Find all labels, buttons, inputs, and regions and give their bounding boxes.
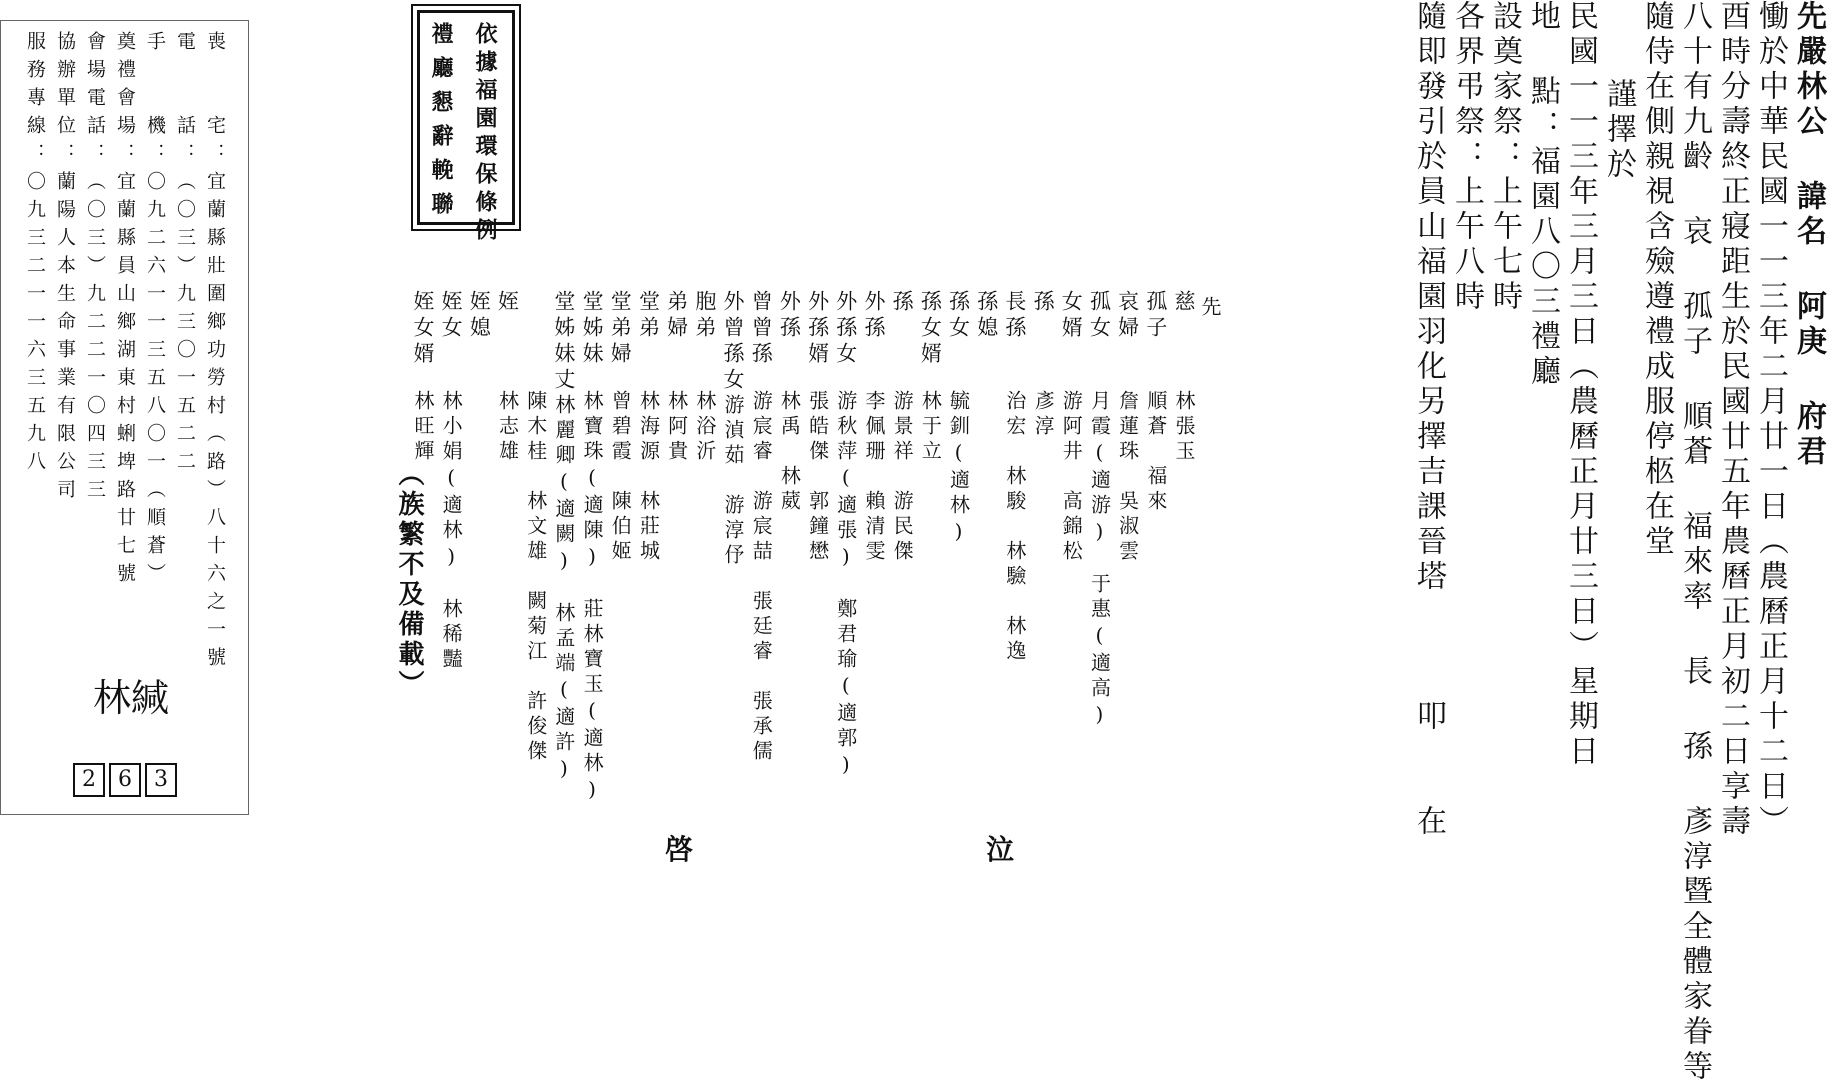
code-digit: 2 — [73, 763, 105, 797]
contact-phone: 電 話：（〇三）九三〇一五二二 — [174, 31, 196, 479]
family-column — [862, 290, 889, 810]
family-list — [395, 290, 1235, 810]
family-column — [975, 290, 1002, 810]
relation-label: 外孫 — [861, 290, 886, 342]
relative-names: 林旺輝 — [410, 390, 435, 465]
family-column — [608, 290, 635, 810]
family-column — [1003, 290, 1030, 810]
obit-title: 先嚴林公 諱名 阿庚 府君 — [1791, 0, 1826, 470]
family-column — [1115, 290, 1142, 810]
obit-public-rite: 各界弔祭：上午八時 — [1449, 0, 1484, 315]
notice-line-1: 依據福園環保條例 — [472, 22, 498, 246]
relative-names: 順蒼 福來 — [1143, 390, 1168, 515]
relation-label: 弟婦 — [664, 290, 689, 342]
relation-label: 長孫 — [1002, 290, 1027, 342]
contact-panel — [0, 20, 249, 815]
family-column — [580, 290, 607, 810]
notice-box — [411, 4, 521, 246]
relation-label: 堂弟 — [636, 290, 661, 342]
family-column — [495, 290, 522, 810]
relation-label: 外孫 — [777, 290, 802, 342]
contact-organizer: 協辦單位：蘭陽人本生命事業有限公司 — [54, 31, 76, 507]
notice-line-2: 禮廳懇辭輓聯 — [428, 22, 454, 226]
relative-names: 林海源 林莊城 — [636, 390, 661, 565]
obit-burial: 隨即發引於員山福園羽化另擇吉課晉塔 — [1411, 0, 1446, 595]
family-column — [749, 290, 776, 810]
family-column — [805, 290, 832, 810]
family-column — [721, 290, 748, 810]
family-column — [1144, 290, 1171, 810]
family-column — [664, 290, 691, 810]
code-digits — [73, 763, 177, 797]
obit-birth: 酉時分壽終正寢距生於民國廿五年農曆正月初二日享壽 — [1715, 0, 1750, 840]
relative-names: 毓釧(適林) — [946, 390, 971, 548]
relative-names: 林張玉 — [1172, 390, 1196, 465]
relative-names: 林于立 — [918, 390, 943, 465]
relative-names: 月霞(適游) 于惠(適高) — [1087, 390, 1112, 731]
obit-place: 地 點：福園八〇三禮廳 — [1525, 0, 1560, 390]
contact-hotline: 服務專線：〇九三二一一六三五九八 — [24, 31, 46, 479]
relative-names: 游秋萍(適張) 鄭君瑜(適郭) — [833, 390, 858, 781]
obit-age: 八十有九齡 哀 孤子 順蒼 福來率 長 孫 彥淳暨全體家眷等 — [1677, 0, 1712, 1085]
relation-label: 外孫婿 — [805, 290, 830, 368]
family-column — [834, 290, 861, 810]
relative-names: 彥淳 — [1031, 390, 1056, 440]
relation-label: 外曾孫女 — [721, 290, 745, 394]
family-column — [1059, 290, 1086, 810]
relative-names: 張皓傑 郭鐘懋 — [805, 390, 830, 565]
relation-label: 姪女婿 — [410, 290, 435, 368]
relation-label: 姪 — [495, 290, 520, 316]
family-column — [467, 290, 494, 810]
relative-names: 林禹 林葳 — [777, 390, 802, 515]
relation-label: 曾曾孫 — [749, 290, 774, 368]
relative-names: 游景祥 游民傑 — [890, 390, 915, 565]
relative-names: 陳木桂 林文雄 闕菊江 許俊傑 — [523, 390, 548, 765]
family-column — [552, 290, 579, 810]
relation-label: 女婿 — [1059, 290, 1084, 342]
family-column — [1031, 290, 1058, 810]
family-column — [777, 290, 804, 810]
relation-label: 外孫女 — [833, 290, 858, 368]
relative-names: 游宸睿 游宸喆 張廷睿 張承儒 — [749, 390, 774, 765]
family-column — [524, 290, 551, 810]
family-header: 先 — [1198, 296, 1222, 316]
relation-label: 姪女 — [439, 290, 464, 342]
relation-label: 堂弟婦 — [608, 290, 633, 368]
relative-names: 林麗卿(適闕) 林孟端(適許) — [551, 394, 576, 785]
relative-names: 林浴沂 — [692, 390, 717, 465]
relative-names: 游阿井 高錦松 — [1059, 390, 1084, 565]
family-column — [918, 290, 945, 810]
contact-mobile: 手 機：〇九二六一一三五八〇一（順蒼） — [144, 31, 166, 591]
relation-label: 孫 — [1031, 290, 1056, 316]
sender-signature: 林緘 — [92, 676, 169, 720]
relative-names: 林寶珠(適陳) 莊林寶玉(適林) — [580, 390, 605, 806]
obit-closing: 叩 在 — [1411, 700, 1446, 855]
family-column — [1172, 290, 1199, 810]
contact-home: 喪 宅：宜蘭縣壯圍鄉功勞村（路）八十六之一號 — [204, 31, 226, 675]
contact-venue-phone: 會場電話：（〇三）九二二一〇四三三 — [84, 31, 106, 507]
code-digit: 6 — [109, 763, 141, 797]
family-column — [946, 290, 973, 810]
family-column — [1087, 290, 1114, 810]
relation-label: 孫 — [890, 290, 915, 316]
relative-names: 林小娟(適林) 林稀豔 — [439, 390, 464, 673]
family-column — [890, 290, 917, 810]
relation-label: 孤子 — [1143, 290, 1168, 342]
obit-date: 民國一一三年三月三日（農曆正月廿三日）星期日 — [1563, 0, 1598, 770]
family-column — [439, 290, 466, 810]
relation-label: 堂姊妹丈 — [551, 290, 576, 394]
obit-family-rite: 設奠家祭：上午七時 — [1487, 0, 1522, 315]
relation-label: 孫女婿 — [918, 290, 943, 368]
obit-death: 慟於中華民國一一三年二月廿一日（農曆正月十二日） — [1753, 0, 1788, 840]
relative-names: 治宏 林駿 林驗 林逸 — [1002, 390, 1027, 665]
relative-names: 林阿貴 — [664, 390, 689, 465]
obit-vigil: 隨侍在側親視含殮遵禮成服停柩在堂 — [1639, 0, 1674, 560]
family-columns — [411, 290, 1199, 810]
relation-label: 姪媳 — [467, 290, 492, 342]
relative-names: 林志雄 — [495, 390, 520, 465]
obit-select: 謹擇於 — [1601, 78, 1636, 183]
relation-label: 孤女 — [1087, 290, 1112, 342]
relative-names: 曾碧霞 陳伯姬 — [608, 390, 633, 565]
family-column — [636, 290, 663, 810]
heading-qi-right: 泣 — [986, 833, 1015, 866]
relation-label: 慈 — [1172, 290, 1196, 316]
relation-label: 胞弟 — [692, 290, 717, 342]
relative-names: 詹蓮珠 吳淑雲 — [1115, 390, 1140, 565]
family-column — [693, 290, 720, 810]
relation-label: 堂姊妹 — [580, 290, 605, 368]
relation-label: 孫女 — [946, 290, 971, 342]
relation-label: 哀婦 — [1115, 290, 1140, 342]
relative-names: 李佩珊 賴清雯 — [861, 390, 886, 565]
code-digit: 3 — [145, 763, 177, 797]
relation-label: 孫媳 — [974, 290, 999, 342]
heading-qi-left: 啓 — [665, 833, 694, 866]
family-note: （族繁不及備載） — [394, 460, 424, 700]
contact-venue: 奠禮會場：宜蘭縣員山鄉湖東村蜊埤路廿七號 — [114, 31, 136, 591]
relative-names: 游湞茹 游淳伃 — [721, 394, 745, 569]
